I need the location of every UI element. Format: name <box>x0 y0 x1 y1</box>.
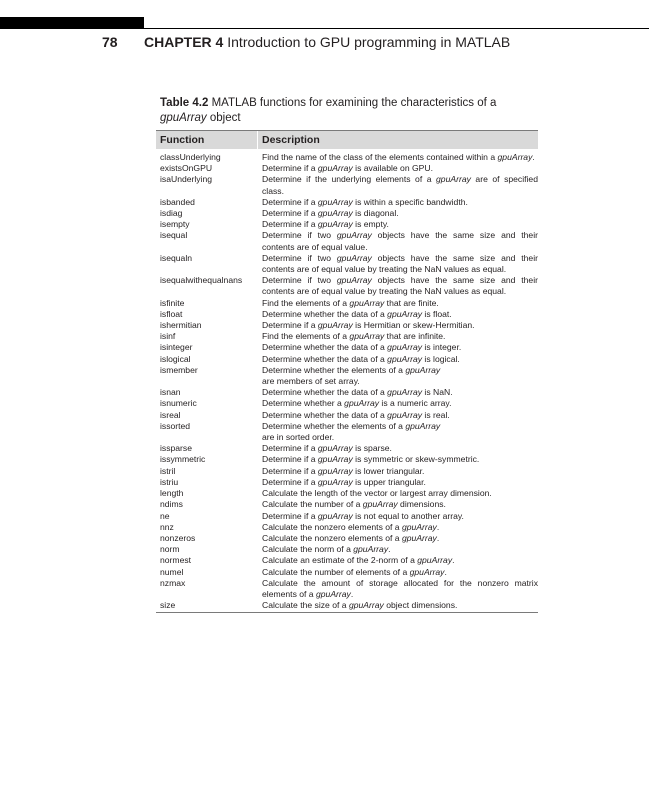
table-row <box>156 174 538 196</box>
table-row <box>156 533 538 544</box>
description-text: objects have the same size and their contents are of equal value by treating the NaN values as equal. <box>262 275 538 297</box>
function-description <box>262 600 538 611</box>
function-description <box>262 298 538 309</box>
table-caption-italic: gpuArray <box>160 112 207 124</box>
function-name: isnan <box>160 387 181 398</box>
description-text: Determine if a <box>262 320 318 331</box>
function-description <box>262 578 538 600</box>
table-row <box>156 298 538 309</box>
function-description <box>262 342 538 353</box>
function-name: istril <box>160 465 176 476</box>
function-description <box>262 275 538 297</box>
function-name: istriu <box>160 476 179 487</box>
table-row <box>156 398 538 409</box>
header-rule <box>144 28 649 29</box>
description-text: Determine whether the data of a <box>262 409 388 420</box>
description-text: is a numeric array. <box>379 398 452 409</box>
description-text: Calculate the nonzero elements of a <box>262 532 402 543</box>
table-row <box>156 208 538 219</box>
function-description <box>262 421 538 443</box>
description-text: . <box>436 521 440 532</box>
description-text: is upper triangular. <box>352 476 426 487</box>
description-italic: gpuArray <box>348 600 384 611</box>
description-italic: gpuArray <box>317 454 353 465</box>
function-description <box>262 320 538 331</box>
function-name: isequalwithequalnans <box>160 275 243 286</box>
chapter-label: CHAPTER 4 <box>144 34 224 50</box>
description-text: . <box>532 152 535 162</box>
description-text: . <box>350 588 354 599</box>
table-row <box>156 567 538 578</box>
description-text: is integer. <box>422 342 462 353</box>
description-italic: gpuArray <box>497 152 533 162</box>
description-text: is not equal to another array. <box>352 510 464 521</box>
table-caption-end: object <box>209 112 241 124</box>
function-name: isaUnderlying <box>160 174 213 185</box>
description-italic: gpuArray <box>405 364 441 375</box>
function-name: ismember <box>160 364 198 375</box>
description-italic: gpuArray <box>317 320 353 331</box>
description-text: are of specified class. <box>262 174 538 196</box>
description-italic: gpuArray <box>315 588 351 599</box>
function-description <box>262 488 538 499</box>
description-text: Determine if a <box>262 219 318 230</box>
function-description <box>262 163 538 174</box>
function-name: ishermitian <box>160 320 202 331</box>
description-italic: gpuArray <box>317 196 353 207</box>
function-name: islogical <box>160 353 191 364</box>
function-description <box>262 253 538 275</box>
function-name: classUnderlying <box>160 152 221 162</box>
page-number: 78 <box>102 34 118 50</box>
description-text: is symmetric or skew-symmetric. <box>352 454 480 465</box>
functions-table <box>156 130 538 613</box>
description-text: objects have the same size and their contents are of equal value. <box>262 230 538 252</box>
description-italic: gpuArray <box>349 331 385 342</box>
function-description <box>262 555 538 566</box>
table-row <box>156 342 538 353</box>
description-italic: gpuArray <box>344 398 380 409</box>
column-header-function: Function <box>160 134 205 146</box>
description-text: Determine if two <box>262 230 337 241</box>
function-name: isfinite <box>160 297 185 308</box>
function-description <box>262 152 538 163</box>
description-text: Calculate the size of a <box>262 600 349 611</box>
description-text: are members of set array. <box>262 376 360 387</box>
description-text: Find the name of the class of the elements contained within a <box>262 152 498 162</box>
chapter-title: Introduction to GPU programming in MATLAB <box>227 34 511 50</box>
description-italic: gpuArray <box>317 476 353 487</box>
table-row <box>156 309 538 320</box>
function-description <box>262 499 538 510</box>
function-name: isbanded <box>160 196 195 207</box>
description-text: is diagonal. <box>352 208 399 219</box>
description-italic: gpuArray <box>336 275 372 286</box>
table-row <box>156 578 538 600</box>
description-text: Calculate the length of the vector or largest array dimension. <box>262 488 492 499</box>
description-text: Determine if a <box>262 465 318 476</box>
function-description <box>262 567 538 578</box>
table-row <box>156 275 538 297</box>
description-italic: gpuArray <box>387 387 423 398</box>
function-name: normest <box>160 555 192 566</box>
table-row <box>156 219 538 230</box>
description-text: Determine if the underlying elements of a <box>262 174 437 185</box>
table-row <box>156 230 538 252</box>
function-description <box>262 219 538 230</box>
description-italic: gpuArray <box>317 443 353 454</box>
description-text: is empty. <box>352 219 389 230</box>
function-description <box>262 533 538 544</box>
description-text: is Hermitian or skew-Hermitian. <box>352 320 475 331</box>
description-text: dimensions. <box>397 499 446 510</box>
function-description <box>262 174 538 196</box>
table-row <box>156 454 538 465</box>
description-text: Find the elements of a <box>262 297 350 308</box>
function-name: ndims <box>160 499 183 510</box>
description-italic: gpuArray <box>387 409 423 420</box>
function-description <box>262 354 538 365</box>
description-text: is sparse. <box>352 443 392 454</box>
description-text: Calculate the amount of storage allocated for the nonzero matrix elements of a <box>262 577 538 599</box>
function-description <box>262 511 538 522</box>
description-italic: gpuArray <box>349 297 385 308</box>
description-text: Determine if two <box>262 275 337 286</box>
description-text: Determine if a <box>262 443 318 454</box>
table-row <box>156 499 538 510</box>
description-text: Determine whether the data of a <box>262 387 388 398</box>
description-italic: gpuArray <box>387 353 423 364</box>
table-row <box>156 466 538 477</box>
function-name: isnumeric <box>160 398 197 409</box>
function-description <box>262 466 538 477</box>
table-row <box>156 197 538 208</box>
description-italic: gpuArray <box>317 163 353 174</box>
function-name: isequaln <box>160 252 193 263</box>
table-row <box>156 387 538 398</box>
description-text: Determine if two <box>262 252 337 263</box>
function-name: isfloat <box>160 308 183 319</box>
function-name: issorted <box>160 420 191 431</box>
running-head <box>144 34 510 50</box>
description-text: Determine whether the elements of a <box>262 420 406 431</box>
function-description <box>262 443 538 454</box>
description-text: that are infinite. <box>384 331 446 342</box>
function-description <box>262 477 538 488</box>
description-italic: gpuArray <box>401 532 437 543</box>
function-description <box>262 544 538 555</box>
function-description <box>262 197 538 208</box>
function-name: isdiag <box>160 208 183 219</box>
description-italic: gpuArray <box>317 465 353 476</box>
function-name: nnz <box>160 521 174 532</box>
function-name: existsOnGPU <box>160 163 213 174</box>
table-row <box>156 320 538 331</box>
function-description <box>262 454 538 465</box>
description-text: . <box>444 566 447 577</box>
table-row <box>156 511 538 522</box>
description-italic: gpuArray <box>336 252 372 263</box>
table-row <box>156 544 538 555</box>
header-black-bar <box>0 17 144 29</box>
description-text: is within a specific bandwidth. <box>352 196 468 207</box>
table-row <box>156 152 538 163</box>
description-text: Determine if a <box>262 196 318 207</box>
table-row <box>156 488 538 499</box>
function-description <box>262 387 538 398</box>
description-text: is logical. <box>422 353 460 364</box>
description-italic: gpuArray <box>387 342 423 353</box>
description-italic: gpuArray <box>409 566 445 577</box>
description-text: Determine if a <box>262 163 318 174</box>
description-text: objects have the same size and their contents are of equal value by treating the NaN values as equal. <box>262 252 538 275</box>
table-caption-text: MATLAB functions for examining the characteristics of a <box>211 97 497 109</box>
description-italic: gpuArray <box>317 219 353 230</box>
description-text: that are finite. <box>384 297 439 308</box>
function-description <box>262 365 538 387</box>
table-row <box>156 600 538 611</box>
description-text: . <box>436 532 440 543</box>
description-text: Calculate the number of a <box>262 499 363 510</box>
description-text: . <box>388 544 391 555</box>
description-text: Determine whether the elements of a <box>262 364 406 375</box>
description-text: Calculate the nonzero elements of a <box>262 521 402 532</box>
function-description <box>262 208 538 219</box>
description-text: Determine whether the data of a <box>262 342 388 353</box>
description-text: . <box>452 555 455 566</box>
table-row <box>156 354 538 365</box>
description-text: is real. <box>422 409 450 420</box>
function-name: isreal <box>160 409 181 420</box>
table-row <box>156 365 538 387</box>
description-italic: gpuArray <box>362 499 398 510</box>
description-italic: gpuArray <box>336 230 372 241</box>
function-name: numel <box>160 566 184 577</box>
description-text: Calculate the number of elements of a <box>262 566 410 577</box>
description-text: Find the elements of a <box>262 331 350 342</box>
description-text: Determine whether the data of a <box>262 353 388 364</box>
function-name: nonzeros <box>160 532 196 543</box>
table-caption <box>160 96 560 126</box>
function-name: nzmax <box>160 577 186 588</box>
description-italic: gpuArray <box>317 510 353 521</box>
table-row <box>156 410 538 421</box>
function-name: issparse <box>160 443 192 454</box>
function-name: length <box>160 488 184 499</box>
description-italic: gpuArray <box>317 208 353 219</box>
function-name: issymmetric <box>160 454 206 465</box>
description-text: object dimensions. <box>383 600 458 611</box>
function-description <box>262 230 538 252</box>
function-description <box>262 410 538 421</box>
table-row <box>156 421 538 443</box>
description-italic: gpuArray <box>387 308 423 319</box>
description-italic: gpuArray <box>401 521 437 532</box>
function-name: isempty <box>160 219 190 230</box>
description-text: is available on GPU. <box>352 163 434 174</box>
table-row <box>156 331 538 342</box>
function-name: isinf <box>160 331 176 342</box>
description-text: Calculate an estimate of the 2-norm of a <box>262 555 418 566</box>
table-row <box>156 163 538 174</box>
description-text: Determine whether the data of a <box>262 308 388 319</box>
function-name: ne <box>160 510 170 521</box>
function-description <box>262 522 538 533</box>
description-text: Calculate the norm of a <box>262 544 354 555</box>
description-text: Determine if a <box>262 476 318 487</box>
function-description <box>262 398 538 409</box>
column-separator <box>257 131 258 149</box>
table-row <box>156 443 538 454</box>
column-header-description: Description <box>262 134 320 146</box>
description-italic: gpuArray <box>436 174 471 185</box>
description-text: is lower triangular. <box>352 465 425 476</box>
table-row <box>156 555 538 566</box>
description-text: Determine whether a <box>262 398 345 409</box>
description-italic: gpuArray <box>417 555 453 566</box>
table-row <box>156 253 538 275</box>
description-text: Determine if a <box>262 510 318 521</box>
table-row <box>156 477 538 488</box>
table-row <box>156 522 538 533</box>
description-text: is float. <box>422 308 452 319</box>
description-italic: gpuArray <box>405 420 441 431</box>
description-italic: gpuArray <box>353 544 389 555</box>
function-name: isequal <box>160 230 188 241</box>
table-body <box>156 149 538 613</box>
table-header <box>156 130 538 149</box>
table-caption-label: Table 4.2 <box>160 97 209 109</box>
function-description <box>262 309 538 320</box>
description-text: is NaN. <box>422 387 453 398</box>
function-name: norm <box>160 544 180 555</box>
description-text: Determine if a <box>262 208 318 219</box>
description-text: are in sorted order. <box>262 432 335 443</box>
function-description <box>262 331 538 342</box>
function-name: size <box>160 600 176 611</box>
function-name: isinteger <box>160 342 193 353</box>
description-text: Determine if a <box>262 454 318 465</box>
